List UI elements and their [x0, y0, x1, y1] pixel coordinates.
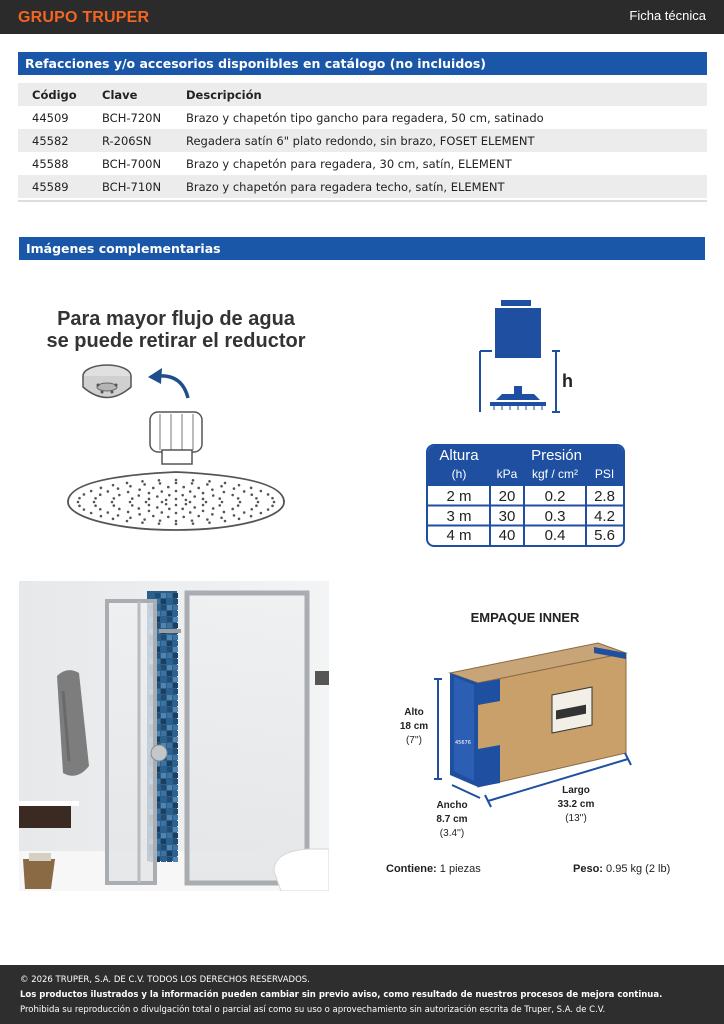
column-header-description: Descripción [186, 83, 707, 106]
table-row [18, 129, 707, 152]
pressure-sub-kpa: kPa [496, 467, 518, 481]
pressure-cell: 20 [498, 488, 516, 505]
pressure-cell: 30 [498, 508, 516, 525]
weight-label: Peso: [573, 863, 603, 875]
height-diagram [476, 296, 586, 420]
alto-in: (7'') [405, 735, 423, 746]
reducer-icon [83, 365, 131, 398]
pressure-cell: 3 m [446, 508, 472, 525]
pressure-cell: 5.6 [594, 527, 615, 544]
height-label: h [562, 371, 573, 391]
cell-code: 45588 [32, 156, 69, 171]
cell-description: Regadera satín 6" plato redondo, sin brazo, FOSET ELEMENT [186, 129, 707, 152]
header-bar [0, 0, 724, 34]
bathroom-photo [19, 581, 329, 891]
contains-label: Contiene: [386, 863, 437, 875]
package-box-illustration [430, 635, 640, 810]
contains-info [386, 863, 481, 875]
reducer-caption-line1: Para mayor flujo de agua [57, 308, 295, 330]
table-divider [18, 200, 707, 202]
cell-code: 44509 [32, 110, 69, 125]
column-header-key: Clave [102, 83, 186, 106]
pressure-sub-h: (h) [451, 467, 467, 481]
pressure-cell: 40 [498, 527, 516, 544]
pressure-cell: 2 m [446, 488, 472, 505]
pressure-cell: 0.4 [544, 527, 566, 544]
pressure-sub-psi: PSI [594, 467, 615, 481]
pressure-table [426, 444, 625, 547]
cell-key: BCH-720N [102, 110, 162, 125]
table-row [18, 106, 707, 129]
reducer-caption-line2: se puede retirar el reductor [46, 330, 306, 352]
column-header-code: Código [18, 83, 102, 106]
table-header-row [18, 83, 707, 106]
alto-label: Alto [404, 707, 424, 718]
weight-value: 0.95 kg (2 lb) [606, 863, 671, 875]
footer-notice: Los productos ilustrados y la información pueden cambiar sin previo aviso, como resultado de nuestros procesos de mejora continua. [20, 990, 663, 1000]
shower-head-illustration [60, 362, 300, 532]
cell-key: BCH-700N [102, 156, 162, 171]
cell-key: R-206SN [102, 129, 186, 152]
cell-code: 45582 [18, 129, 102, 152]
doc-type-label: Ficha técnica [629, 8, 706, 23]
footer [0, 965, 724, 1024]
contains-value: 1 piezas [439, 863, 481, 875]
cell-description: Brazo y chapetón para regadera, 30 cm, satín, ELEMENT [186, 156, 512, 171]
ancho-label: Ancho [436, 800, 468, 811]
ancho-cm: 8.7 cm [436, 814, 468, 825]
pressure-sub-kgf: kgf / cm² [531, 467, 578, 481]
cell-code: 45589 [18, 175, 102, 198]
pressure-header-height: Altura [439, 447, 479, 464]
alto-cm: 18 cm [399, 721, 429, 732]
footer-copyright: © 2026 TRUPER, S.A. DE C.V. TODOS LOS DERECHOS RESERVADOS. [20, 975, 310, 985]
pressure-cell: 2.8 [594, 488, 615, 505]
curved-arrow-icon [148, 368, 188, 398]
footer-prohibition: Prohibida su reproducción o divulgación total o parcial así como su uso o aprovechamiento sin autorización escrita de Truper, S.A. de C.V. [20, 1005, 606, 1015]
pressure-header-pressure: Presión [531, 447, 582, 464]
images-section-title: Imágenes complementarias [19, 237, 705, 260]
packaging-title: EMPAQUE INNER [470, 610, 580, 625]
accessories-section-title: Refacciones y/o accesorios disponibles en catálogo (no incluidos) [18, 52, 707, 75]
brand-logo: GRUPO TRUPER [18, 9, 150, 26]
pressure-cell: 4.2 [594, 508, 615, 525]
pressure-cell: 0.3 [544, 508, 566, 525]
box-code: 45676 [455, 740, 471, 746]
cell-description: Brazo y chapetón para regadera techo, satín, ELEMENT [186, 175, 707, 198]
accessories-table [18, 83, 707, 198]
table-row [18, 175, 707, 198]
largo-in: (13'') [565, 813, 587, 824]
cell-description: Brazo y chapetón tipo gancho para regadera, 50 cm, satinado [186, 110, 544, 125]
pressure-cell: 4 m [446, 527, 472, 544]
largo-cm: 33.2 cm [557, 799, 595, 810]
table-row [18, 152, 707, 175]
largo-label: Largo [562, 785, 590, 796]
cell-key: BCH-710N [102, 175, 186, 198]
ancho-in: (3.4'') [439, 828, 465, 839]
weight-info [573, 863, 670, 875]
pressure-cell: 0.2 [544, 488, 566, 505]
